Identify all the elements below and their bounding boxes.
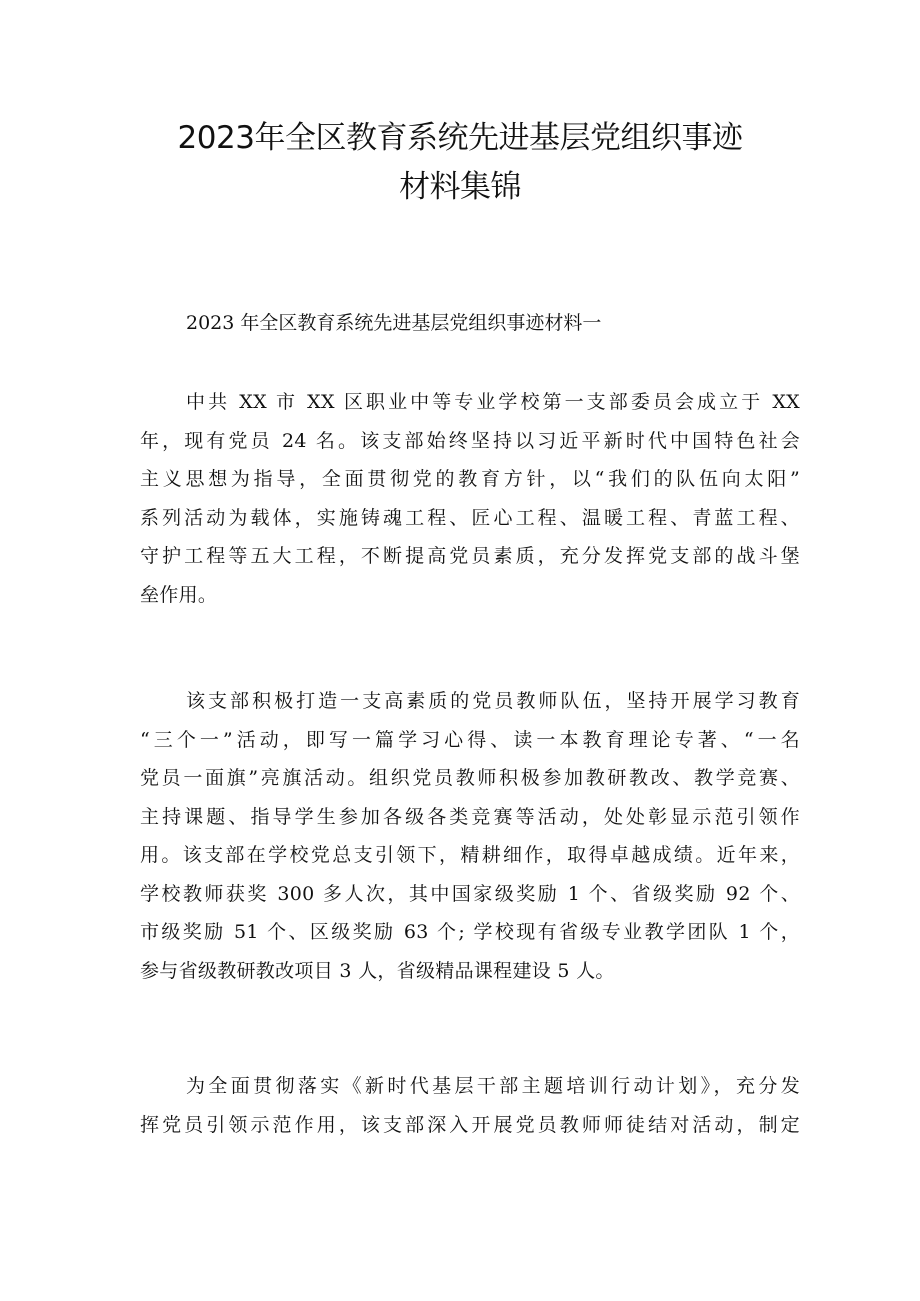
paragraph-line: 垒作用。 (140, 583, 218, 606)
paragraph-line: “三个一”活动，即写一篇学习心得、读一本教育理论专著、“一名 (140, 728, 800, 751)
paragraph-line: 为全面贯彻落实《新时代基层干部主题培训行动计划》，充分发 (186, 1075, 800, 1097)
paragraph-line: 主持课题、指导学生参加各级各类竞赛等活动，处处彰显示范引领作 (140, 805, 800, 828)
paragraph-line: 年，现有党员 24 名。该支部始终坚持以习近平新时代中国特色社会 (140, 429, 800, 452)
document-title-line-1: 2023年全区教育系统先进基层党组织事迹 (177, 120, 743, 156)
paragraph-line: 党员一面旗”亮旗活动。组织党员教师积极参加教研教改、教学竞赛、 (140, 767, 800, 789)
paragraph-line: 中共 XX 市 XX 区职业中等专业学校第一支部委员会成立于 XX (186, 391, 800, 413)
paragraph-line: 学校教师获奖 300 多人次，其中国家级奖励 1 个、省级奖励 92 个、 (140, 882, 800, 905)
paragraph-2 (140, 682, 800, 990)
paragraph-line: 守护工程等五大工程，不断提高党员素质，充分发挥党支部的战斗堡 (140, 545, 800, 567)
paragraph-1 (140, 383, 800, 614)
paragraph-line: 系列活动为载体，实施铸魂工程、匠心工程、温暖工程、青蓝工程、 (140, 506, 800, 529)
paragraph-line: 该支部积极打造一支高素质的党员教师队伍，坚持开展学习教育 (186, 690, 800, 712)
section-subheading: 2023 年全区教育系统先进基层党组织事迹材料一 (186, 312, 602, 334)
paragraph-line: 市级奖励 51 个、区级奖励 63 个; 学校现有省级专业教学团队 1 个， (140, 921, 800, 943)
paragraph-line: 挥党员引领示范作用，该支部深入开展党员教师师徒结对活动，制定 (140, 1113, 800, 1136)
paragraph-3 (140, 1067, 800, 1144)
document-title-line-2: 材料集锦 (399, 169, 521, 205)
paragraph-line: 主义思想为指导，全面贯彻党的教育方针，以“我们的队伍向太阳” (140, 468, 800, 490)
paragraph-line: 参与省级教研教改项目 3 人，省级精品课程建设 5 人。 (140, 959, 615, 982)
paragraph-line: 用。该支部在学校党总支引领下，精耕细作，取得卓越成绩。近年来， (140, 844, 800, 866)
